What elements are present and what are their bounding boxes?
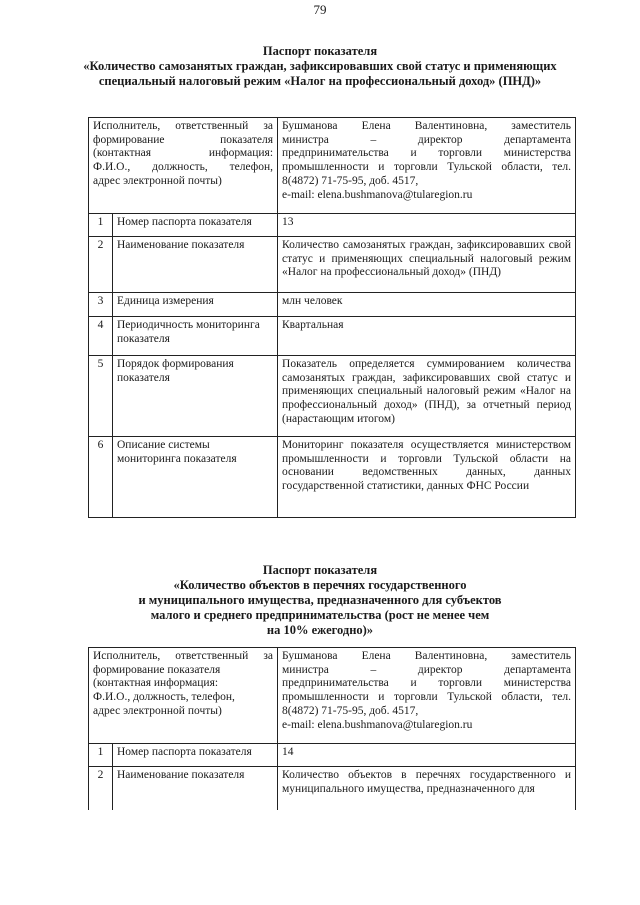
row-number: 5 — [89, 356, 113, 437]
table-row — [89, 293, 576, 317]
passport-title — [60, 44, 580, 89]
passport-table — [88, 117, 576, 518]
executor-value: Бушманова Елена Валентиновна, заместитель министра – директор департамента предпринимательства и торговли министерства промышленности и торговли Тульской области, тел. 8(4872) 71-75-95, доб. 4517, e-mail: elena.bushmanova@tularegion.ru — [278, 118, 576, 214]
row-value: Мониторинг показателя осуществляется министерством промышленности и торговли Тульской области на основании ведомственных данных, данных государственной статистики, данных ФНС России — [278, 437, 576, 518]
title-line: специальный налоговый режим «Налог на профессиональный доход» (ПНД)» — [98, 74, 542, 88]
title-line: «Количество объектов в перечнях государственного — [173, 578, 467, 592]
executor-label: Исполнитель, ответственный за формирование показателя (контактная информация: Ф.И.О., должность, телефон, адрес электронной почты) — [89, 118, 278, 214]
table-row — [89, 317, 576, 356]
title-line: Паспорт показателя — [262, 44, 378, 58]
executor-row — [89, 118, 576, 214]
row-number: 2 — [89, 237, 113, 293]
email-link[interactable]: e-mail: elena.bushmanova@tularegion.ru — [282, 718, 473, 731]
row-label: Описание системы мониторинга показателя — [113, 437, 278, 518]
table-row — [89, 437, 576, 518]
row-number: 4 — [89, 317, 113, 356]
title-line: малого и среднего предпринимательства (рост не менее чем — [150, 608, 490, 622]
row-value: 13 — [278, 214, 576, 237]
table-row — [89, 356, 576, 437]
title-line: «Количество самозанятых граждан, зафиксировавших свой статус и применяющих — [83, 59, 557, 73]
row-value: млн человек — [278, 293, 576, 317]
row-value: Количество самозанятых граждан, зафиксировавших свой статус и применяющих специальный налоговый режим «Налог на профессиональный доход» (ПНД) — [278, 237, 576, 293]
row-number: 2 — [89, 767, 113, 811]
row-label: Наименование показателя — [113, 767, 278, 811]
executor-row — [89, 648, 576, 744]
table-row — [89, 767, 576, 811]
table-row — [89, 214, 576, 237]
row-number: 6 — [89, 437, 113, 518]
executor-value: Бушманова Елена Валентиновна, заместитель министра – директор департамента предпринимательства и торговли министерства промышленности и торговли Тульской области, тел. 8(4872) 71-75-95, доб. 4517, e-mail: elena.bushmanova@tularegion.ru — [278, 648, 576, 744]
table-row — [89, 237, 576, 293]
row-label: Номер паспорта показателя — [113, 744, 278, 767]
title-line: и муниципального имущества, предназначенного для субъектов — [138, 593, 502, 607]
row-value: Показатель определяется суммированием количества самозанятых граждан, зафиксировавших свой статус и применяющих специальный налоговый режим «Налог на профессиональный доход» (ПНД), за отчетный период (нарастающим итогом) — [278, 356, 576, 437]
table-row — [89, 744, 576, 767]
row-label: Порядок формирования показателя — [113, 356, 278, 437]
title-line: на 10% ежегодно)» — [266, 623, 374, 637]
row-value: 14 — [278, 744, 576, 767]
row-value: Квартальная — [278, 317, 576, 356]
row-label: Единица измерения — [113, 293, 278, 317]
row-value: Количество объектов в перечнях государственного и муниципального имущества, предназначенного для — [278, 767, 576, 811]
executor-label: Исполнитель, ответственный за формирование показателя (контактная информация: Ф.И.О., должность, телефон, адрес электронной почты) — [89, 648, 278, 744]
title-line: Паспорт показателя — [262, 563, 378, 577]
row-label: Периодичность мониторинга показателя — [113, 317, 278, 356]
row-number: 1 — [89, 214, 113, 237]
row-label: Наименование показателя — [113, 237, 278, 293]
passport-table — [88, 647, 576, 810]
email-link[interactable]: e-mail: elena.bushmanova@tularegion.ru — [282, 188, 473, 201]
row-number: 1 — [89, 744, 113, 767]
row-label: Номер паспорта показателя — [113, 214, 278, 237]
row-number: 3 — [89, 293, 113, 317]
page-number: 79 — [313, 2, 327, 17]
passport-title — [60, 563, 580, 638]
